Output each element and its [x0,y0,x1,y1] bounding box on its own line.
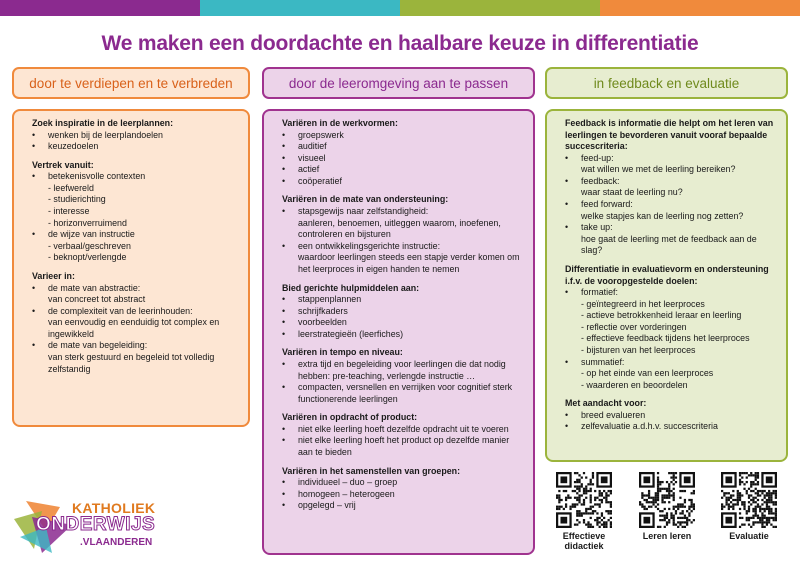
qr-block-didactiek[interactable] [552,472,616,552]
list-item: • visueel [282,153,523,165]
list-item: • take up: [565,222,776,234]
sub-item: - interesse [48,206,90,217]
list-item: • feed forward: [565,199,776,211]
sub-item: - beknopt/verlengde [48,252,127,263]
qr-block-leren-leren[interactable] [635,472,699,542]
color-bar-green [400,0,600,16]
color-bar-orange [600,0,800,16]
list-item: • actief [282,164,523,176]
sub-item: - actieve betrokkenheid leraar en leerling [581,310,742,321]
list-item: • breed evalueren [565,410,776,422]
item-text: waardoor leerlingen steeds een stapje verder komen om het leerproces in eigen handen te nemen [298,252,520,274]
item-text: van concreet tot abstract [48,294,146,305]
list-item: • compacten, versnellen en verrijken voor cognitief sterk functionerende leerlingen [282,382,523,405]
sub-item: - effectieve feedback tijdens het leerproces [581,333,750,344]
qr-label: Evaluatie [729,531,769,541]
list-item: • formatief: [565,287,776,299]
section-title: Variëren in de werkvormen: [282,118,398,128]
sub-item: - horizonverruimend [48,217,127,228]
section-title: Zoek inspiratie in de leerplannen: [32,118,174,128]
list-item: • feedback: [565,176,776,188]
column-box-verdiepen [12,109,250,427]
list-item: • voorbeelden [282,317,523,329]
list-item: • niet elke leerling hoeft het product op dezelfde manier aan te bieden [282,435,523,458]
column-header-leeromgeving: door de leeromgeving aan te passen [262,67,535,99]
list-item: • betekenisvolle contexten [32,171,238,183]
section-title: Variëren in het samenstellen van groepen: [282,465,461,476]
list-item: • schrijfkaders [282,306,523,318]
page-title: We maken een doordachte en haalbare keuze in differentiatie [101,32,699,55]
qr-code-icon[interactable] [639,472,695,528]
item-text: hoe gaat de leerling met de feedback aan de slag? [581,233,757,256]
sub-item: - studierichting [48,194,106,205]
column-header-verdiepen: door te verdiepen en te verbreden [12,67,250,99]
list-item: • de mate van abstractie: [32,283,238,295]
list-item: • zelfevaluatie a.d.h.v. succescriteria [565,421,776,433]
sub-item: - verbaal/geschreven [48,240,131,251]
list-item: • individueel – duo – groep [282,477,523,489]
section-title: Variëren in opdracht of product: [282,412,418,423]
sub-item: - waarderen en beoordelen [581,379,688,390]
list-item: • wenken bij de leerplandoelen [32,130,238,142]
item-text: aanleren, benoemen, uitleggen waarom, inoefenen, controleren en bijsturen [298,217,501,240]
item-text: welke stapjes kan de leerling nog zetten? [581,210,744,221]
list-item: • opgelegd – vrij [282,500,523,512]
section-title: Bied gerichte hulpmiddelen aan: [282,282,420,293]
sub-item: - op het einde van een leerproces [581,368,714,379]
section-title: Variëren in de mate van ondersteuning: [282,194,449,205]
list-item: • de complexiteit van de leerinhouden: [32,306,238,318]
qr-label: Leren leren [642,531,692,541]
list-item: • stappenplannen [282,294,523,306]
list-item: • homogeen – heterogeen [282,489,523,501]
list-item: • de wijze van instructie [32,229,238,241]
list-item: • niet elke leerling hoeft dezelfde opdracht uit te voeren [282,424,523,436]
qr-code-icon[interactable] [556,472,612,528]
color-bar-teal [200,0,400,16]
item-text: van sterk gestuurd en begeleid tot volledig zelfstandig [48,351,215,374]
section-title: Vertrek vanuit: [32,159,94,170]
list-item: • auditief [282,141,523,153]
sub-item: - bijsturen van het leerproces [581,344,696,355]
list-item: • stapsgewijs naar zelfstandigheid: [282,206,523,218]
list-item: • keuzedoelen [32,141,238,153]
list-item: • leerstrategieën (leerfiches) [282,329,523,341]
list-item: • de mate van begeleiding: [32,340,238,352]
logo-katholiek-onderwijs [12,497,162,555]
qr-block-evaluatie[interactable] [717,472,781,542]
section-title: Feedback is informatie die helpt om het leren van leerlingen te bevorderen vanuit vooraf bepaalde succescriteria: [565,118,774,152]
section-title: Met aandacht voor: [565,398,647,409]
list-item: • extra tijd en begeleiding voor leerlingen die dat nodig hebben: pre-teaching, verlengde instructie … [282,359,523,382]
column-box-feedback [545,109,788,462]
logo-text-onderwijs: ONDERWIJS [36,514,156,535]
color-bar [0,0,800,16]
column-header-feedback: in feedback en evaluatie [545,67,788,99]
item-text: wat willen we met de leerling bereiken? [581,164,736,175]
logo-text-vlaanderen: .VLAANDEREN [80,537,153,548]
section-title: Varieer in: [32,270,75,281]
item-text: van eenvoudig en eenduidig tot complex en ingewikkeld [48,317,220,339]
sub-item: - geïntegreerd in het leerproces [581,298,705,309]
qr-label: Effectieve didactiek [562,531,606,551]
section-title: Variëren in tempo en niveau: [282,347,403,358]
section-title: Differentiatie in evaluatievorm en ondersteuning i.f.v. de vooropgestelde doelen: [565,263,769,286]
sub-item: - reflectie over vorderingen [581,321,687,332]
item-text: waar staat de leerling nu? [581,187,683,198]
sub-item: - leefwereld [48,182,94,193]
list-item: • een ontwikkelingsgerichte instructie: [282,241,523,253]
list-item: • summatief: [565,357,776,369]
qr-code-icon[interactable] [721,472,777,528]
list-item: • feed-up: [565,153,776,165]
list-item: • groepswerk [282,130,523,142]
list-item: • coöperatief [282,176,523,188]
logo-text-katholiek: KATHOLIEK [72,500,156,516]
color-bar-purple [0,0,200,16]
column-box-leeromgeving [262,109,535,555]
